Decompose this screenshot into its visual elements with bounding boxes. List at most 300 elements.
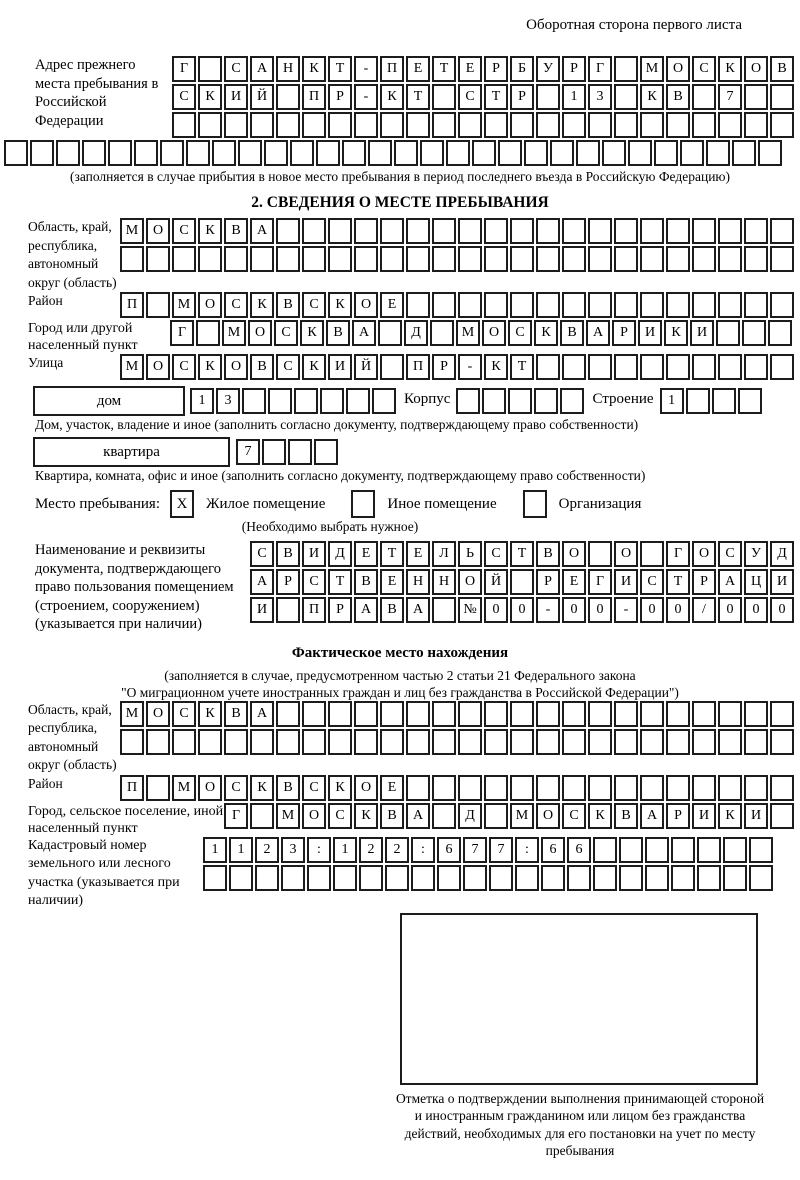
char-box[interactable]: С [274, 320, 298, 346]
char-box[interactable]: Р [328, 597, 352, 623]
char-box[interactable] [692, 775, 716, 801]
char-box[interactable] [212, 140, 236, 166]
char-box[interactable]: Н [406, 569, 430, 595]
char-box[interactable]: Г [224, 803, 248, 829]
char-box[interactable] [567, 865, 591, 891]
char-box[interactable] [458, 218, 482, 244]
char-box[interactable] [770, 354, 794, 380]
char-box[interactable] [320, 388, 344, 414]
char-box[interactable] [328, 246, 352, 272]
char-box[interactable] [484, 729, 508, 755]
char-box[interactable]: - [536, 597, 560, 623]
stay-type-checkbox-organization[interactable] [523, 490, 547, 518]
char-box[interactable] [645, 865, 669, 891]
char-box[interactable]: 1 [562, 84, 586, 110]
char-box[interactable] [146, 775, 170, 801]
char-box[interactable] [614, 775, 638, 801]
char-box[interactable] [692, 354, 716, 380]
char-box[interactable] [666, 246, 690, 272]
char-box[interactable]: С [640, 569, 664, 595]
char-box[interactable] [432, 246, 456, 272]
char-box[interactable] [458, 292, 482, 318]
char-box[interactable] [346, 388, 370, 414]
char-box[interactable]: С [328, 803, 352, 829]
char-box[interactable]: Н [432, 569, 456, 595]
char-box[interactable]: О [692, 541, 716, 567]
char-box[interactable] [744, 729, 768, 755]
char-box[interactable]: 3 [588, 84, 612, 110]
char-box[interactable]: Е [380, 569, 404, 595]
char-box[interactable] [588, 246, 612, 272]
char-box[interactable]: 0 [744, 597, 768, 623]
char-box[interactable]: К [300, 320, 324, 346]
char-box[interactable] [515, 865, 539, 891]
char-box[interactable]: Е [380, 292, 404, 318]
char-box[interactable]: 1 [190, 388, 214, 414]
char-box[interactable]: И [224, 84, 248, 110]
char-box[interactable] [588, 112, 612, 138]
char-box[interactable] [146, 729, 170, 755]
char-box[interactable] [314, 439, 338, 465]
char-box[interactable]: П [302, 84, 326, 110]
char-box[interactable] [541, 865, 565, 891]
char-box[interactable]: Р [510, 84, 534, 110]
char-box[interactable] [588, 354, 612, 380]
char-box[interactable] [770, 803, 794, 829]
char-box[interactable] [692, 246, 716, 272]
char-box[interactable] [463, 865, 487, 891]
char-box[interactable] [134, 140, 158, 166]
char-box[interactable] [640, 701, 664, 727]
char-box[interactable]: Р [276, 569, 300, 595]
char-box[interactable]: Б [510, 56, 534, 82]
char-box[interactable] [458, 729, 482, 755]
char-box[interactable]: 2 [385, 837, 409, 863]
char-box[interactable]: М [120, 354, 144, 380]
char-box[interactable]: О [146, 701, 170, 727]
char-box[interactable] [744, 84, 768, 110]
char-box[interactable]: О [146, 218, 170, 244]
char-box[interactable] [640, 541, 664, 567]
char-box[interactable]: А [250, 569, 274, 595]
char-box[interactable] [640, 354, 664, 380]
char-box[interactable] [510, 292, 534, 318]
char-box[interactable] [666, 729, 690, 755]
char-box[interactable]: С [302, 292, 326, 318]
char-box[interactable] [697, 865, 721, 891]
char-box[interactable]: 2 [255, 837, 279, 863]
char-box[interactable]: А [406, 803, 430, 829]
char-box[interactable]: А [250, 701, 274, 727]
char-box[interactable]: И [692, 803, 716, 829]
char-box[interactable]: К [250, 775, 274, 801]
char-box[interactable] [770, 292, 794, 318]
char-box[interactable]: С [484, 541, 508, 567]
char-box[interactable] [712, 388, 736, 414]
char-box[interactable]: К [198, 354, 222, 380]
char-box[interactable] [458, 701, 482, 727]
char-box[interactable] [224, 112, 248, 138]
char-box[interactable]: 6 [541, 837, 565, 863]
char-box[interactable] [380, 354, 404, 380]
char-box[interactable] [744, 701, 768, 727]
char-box[interactable]: Р [562, 56, 586, 82]
char-box[interactable]: С [224, 775, 248, 801]
char-box[interactable] [268, 388, 292, 414]
char-box[interactable] [536, 775, 560, 801]
char-box[interactable] [302, 729, 326, 755]
char-box[interactable] [744, 218, 768, 244]
char-box[interactable] [692, 218, 716, 244]
char-box[interactable] [524, 140, 548, 166]
char-box[interactable]: 1 [660, 388, 684, 414]
char-box[interactable]: Й [250, 84, 274, 110]
char-box[interactable] [198, 112, 222, 138]
char-box[interactable]: К [250, 292, 274, 318]
char-box[interactable]: Е [354, 541, 378, 567]
char-box[interactable] [406, 292, 430, 318]
char-box[interactable] [758, 140, 782, 166]
char-box[interactable]: Ц [744, 569, 768, 595]
char-box[interactable] [406, 112, 430, 138]
char-box[interactable]: 1 [203, 837, 227, 863]
char-box[interactable] [484, 112, 508, 138]
char-box[interactable]: С [302, 569, 326, 595]
char-box[interactable] [692, 292, 716, 318]
char-box[interactable]: И [250, 597, 274, 623]
char-box[interactable]: Н [276, 56, 300, 82]
char-box[interactable]: 6 [567, 837, 591, 863]
char-box[interactable]: Г [666, 541, 690, 567]
char-box[interactable] [354, 218, 378, 244]
char-box[interactable]: Л [432, 541, 456, 567]
char-box[interactable]: К [380, 84, 404, 110]
char-box[interactable]: В [224, 218, 248, 244]
char-box[interactable] [328, 218, 352, 244]
char-box[interactable]: Ь [458, 541, 482, 567]
char-box[interactable]: А [352, 320, 376, 346]
char-box[interactable]: С [172, 354, 196, 380]
char-box[interactable]: Е [406, 541, 430, 567]
char-box[interactable] [718, 292, 742, 318]
char-box[interactable] [380, 112, 404, 138]
char-box[interactable]: К [588, 803, 612, 829]
char-box[interactable] [380, 701, 404, 727]
char-box[interactable]: Р [612, 320, 636, 346]
char-box[interactable] [411, 865, 435, 891]
char-box[interactable]: М [120, 701, 144, 727]
char-box[interactable] [120, 246, 144, 272]
char-box[interactable] [654, 140, 678, 166]
char-box[interactable]: 0 [770, 597, 794, 623]
char-box[interactable] [354, 246, 378, 272]
char-box[interactable] [186, 140, 210, 166]
char-box[interactable]: В [380, 597, 404, 623]
char-box[interactable]: 0 [510, 597, 534, 623]
char-box[interactable] [432, 292, 456, 318]
char-box[interactable]: К [354, 803, 378, 829]
char-box[interactable]: О [198, 292, 222, 318]
char-box[interactable]: Т [484, 84, 508, 110]
char-box[interactable] [666, 775, 690, 801]
char-box[interactable]: И [744, 803, 768, 829]
char-box[interactable]: И [690, 320, 714, 346]
char-box[interactable]: 7 [489, 837, 513, 863]
char-box[interactable] [508, 388, 532, 414]
char-box[interactable]: С [172, 701, 196, 727]
char-box[interactable] [692, 84, 716, 110]
char-box[interactable]: № [458, 597, 482, 623]
char-box[interactable] [302, 701, 326, 727]
char-box[interactable] [614, 56, 638, 82]
char-box[interactable] [732, 140, 756, 166]
char-box[interactable] [536, 292, 560, 318]
char-box[interactable]: К [484, 354, 508, 380]
char-box[interactable] [302, 246, 326, 272]
char-box[interactable]: М [222, 320, 246, 346]
char-box[interactable] [588, 218, 612, 244]
char-box[interactable] [420, 140, 444, 166]
char-box[interactable] [276, 112, 300, 138]
char-box[interactable] [718, 112, 742, 138]
char-box[interactable]: С [508, 320, 532, 346]
char-box[interactable] [203, 865, 227, 891]
char-box[interactable] [458, 775, 482, 801]
char-box[interactable] [328, 701, 352, 727]
char-box[interactable]: О [482, 320, 506, 346]
char-box[interactable] [770, 218, 794, 244]
char-box[interactable]: Т [432, 56, 456, 82]
char-box[interactable] [250, 803, 274, 829]
char-box[interactable] [692, 112, 716, 138]
char-box[interactable] [536, 246, 560, 272]
char-box[interactable] [614, 218, 638, 244]
char-box[interactable] [562, 775, 586, 801]
char-box[interactable] [718, 218, 742, 244]
char-box[interactable]: К [198, 218, 222, 244]
char-box[interactable]: И [614, 569, 638, 595]
char-box[interactable]: В [666, 84, 690, 110]
char-box[interactable] [692, 701, 716, 727]
char-box[interactable] [614, 292, 638, 318]
char-box[interactable] [288, 439, 312, 465]
char-box[interactable]: П [380, 56, 404, 82]
char-box[interactable] [510, 218, 534, 244]
char-box[interactable] [640, 292, 664, 318]
char-box[interactable] [406, 218, 430, 244]
char-box[interactable] [276, 729, 300, 755]
char-box[interactable] [432, 803, 456, 829]
char-box[interactable] [198, 246, 222, 272]
char-box[interactable] [770, 112, 794, 138]
char-box[interactable]: К [640, 84, 664, 110]
char-box[interactable] [742, 320, 766, 346]
char-box[interactable]: 7 [236, 439, 260, 465]
char-box[interactable] [534, 388, 558, 414]
char-box[interactable] [744, 112, 768, 138]
char-box[interactable] [770, 84, 794, 110]
char-box[interactable] [614, 246, 638, 272]
char-box[interactable]: 1 [229, 837, 253, 863]
char-box[interactable]: А [250, 56, 274, 82]
char-box[interactable]: О [248, 320, 272, 346]
char-box[interactable] [749, 837, 773, 863]
char-box[interactable]: К [328, 292, 352, 318]
char-box[interactable] [640, 246, 664, 272]
char-box[interactable] [666, 218, 690, 244]
char-box[interactable]: 0 [588, 597, 612, 623]
char-box[interactable]: Т [510, 354, 534, 380]
char-box[interactable]: : [515, 837, 539, 863]
char-box[interactable]: 0 [562, 597, 586, 623]
char-box[interactable] [614, 354, 638, 380]
char-box[interactable]: Т [666, 569, 690, 595]
char-box[interactable] [484, 292, 508, 318]
char-box[interactable] [498, 140, 522, 166]
char-box[interactable]: М [640, 56, 664, 82]
char-box[interactable]: Й [484, 569, 508, 595]
char-box[interactable] [432, 597, 456, 623]
char-box[interactable]: К [328, 775, 352, 801]
char-box[interactable]: К [302, 354, 326, 380]
char-box[interactable]: - [458, 354, 482, 380]
char-box[interactable]: С [718, 541, 742, 567]
char-box[interactable]: Д [328, 541, 352, 567]
char-box[interactable]: М [276, 803, 300, 829]
char-box[interactable]: В [326, 320, 350, 346]
char-box[interactable] [160, 140, 184, 166]
char-box[interactable]: Р [328, 84, 352, 110]
char-box[interactable] [307, 865, 331, 891]
char-box[interactable] [276, 84, 300, 110]
char-box[interactable] [562, 218, 586, 244]
char-box[interactable]: О [536, 803, 560, 829]
char-box[interactable] [276, 246, 300, 272]
char-box[interactable] [718, 701, 742, 727]
char-box[interactable] [619, 837, 643, 863]
char-box[interactable]: О [562, 541, 586, 567]
char-box[interactable] [510, 729, 534, 755]
char-box[interactable] [406, 729, 430, 755]
char-box[interactable] [686, 388, 710, 414]
char-box[interactable] [619, 865, 643, 891]
char-box[interactable]: С [302, 775, 326, 801]
char-box[interactable]: 1 [333, 837, 357, 863]
char-box[interactable]: П [302, 597, 326, 623]
char-box[interactable] [432, 775, 456, 801]
char-box[interactable]: К [302, 56, 326, 82]
char-box[interactable] [290, 140, 314, 166]
char-box[interactable] [342, 140, 366, 166]
char-box[interactable] [432, 729, 456, 755]
char-box[interactable] [255, 865, 279, 891]
char-box[interactable] [198, 729, 222, 755]
char-box[interactable]: Г [170, 320, 194, 346]
char-box[interactable] [380, 246, 404, 272]
char-box[interactable]: 7 [463, 837, 487, 863]
char-box[interactable]: А [586, 320, 610, 346]
char-box[interactable]: В [250, 354, 274, 380]
char-box[interactable] [406, 246, 430, 272]
char-box[interactable]: М [510, 803, 534, 829]
char-box[interactable]: В [536, 541, 560, 567]
char-box[interactable]: 0 [718, 597, 742, 623]
char-box[interactable] [550, 140, 574, 166]
char-box[interactable] [224, 729, 248, 755]
char-box[interactable]: Т [380, 541, 404, 567]
char-box[interactable]: К [718, 803, 742, 829]
char-box[interactable]: В [380, 803, 404, 829]
char-box[interactable] [536, 218, 560, 244]
char-box[interactable] [224, 246, 248, 272]
char-box[interactable]: Т [328, 56, 352, 82]
char-box[interactable] [593, 837, 617, 863]
char-box[interactable]: / [692, 597, 716, 623]
char-box[interactable]: Г [172, 56, 196, 82]
char-box[interactable] [744, 354, 768, 380]
char-box[interactable]: Р [484, 56, 508, 82]
char-box[interactable]: В [224, 701, 248, 727]
char-box[interactable] [359, 865, 383, 891]
char-box[interactable] [770, 775, 794, 801]
char-box[interactable] [432, 112, 456, 138]
char-box[interactable] [718, 246, 742, 272]
char-box[interactable] [437, 865, 461, 891]
char-box[interactable] [692, 729, 716, 755]
char-box[interactable]: О [354, 292, 378, 318]
char-box[interactable]: 2 [359, 837, 383, 863]
char-box[interactable] [378, 320, 402, 346]
char-box[interactable] [294, 388, 318, 414]
char-box[interactable]: 7 [718, 84, 742, 110]
char-box[interactable] [562, 246, 586, 272]
char-box[interactable] [385, 865, 409, 891]
char-box[interactable] [30, 140, 54, 166]
char-box[interactable]: М [120, 218, 144, 244]
char-box[interactable]: У [536, 56, 560, 82]
char-box[interactable] [666, 292, 690, 318]
char-box[interactable] [510, 775, 534, 801]
char-box[interactable]: В [354, 569, 378, 595]
char-box[interactable]: - [354, 56, 378, 82]
char-box[interactable] [146, 292, 170, 318]
char-box[interactable] [588, 292, 612, 318]
char-box[interactable] [770, 701, 794, 727]
char-box[interactable] [198, 56, 222, 82]
char-box[interactable]: В [614, 803, 638, 829]
char-box[interactable] [744, 775, 768, 801]
char-box[interactable]: Р [536, 569, 560, 595]
char-box[interactable] [593, 865, 617, 891]
char-box[interactable] [718, 775, 742, 801]
char-box[interactable]: Е [406, 56, 430, 82]
char-box[interactable] [82, 140, 106, 166]
char-box[interactable]: А [250, 218, 274, 244]
char-box[interactable]: Е [458, 56, 482, 82]
char-box[interactable] [354, 701, 378, 727]
char-box[interactable] [458, 246, 482, 272]
char-box[interactable] [716, 320, 740, 346]
char-box[interactable] [562, 729, 586, 755]
char-box[interactable] [406, 775, 430, 801]
char-box[interactable]: 3 [216, 388, 240, 414]
char-box[interactable]: Д [404, 320, 428, 346]
char-box[interactable]: П [120, 775, 144, 801]
char-box[interactable] [645, 837, 669, 863]
char-box[interactable] [484, 218, 508, 244]
char-box[interactable] [614, 729, 638, 755]
char-box[interactable] [588, 541, 612, 567]
